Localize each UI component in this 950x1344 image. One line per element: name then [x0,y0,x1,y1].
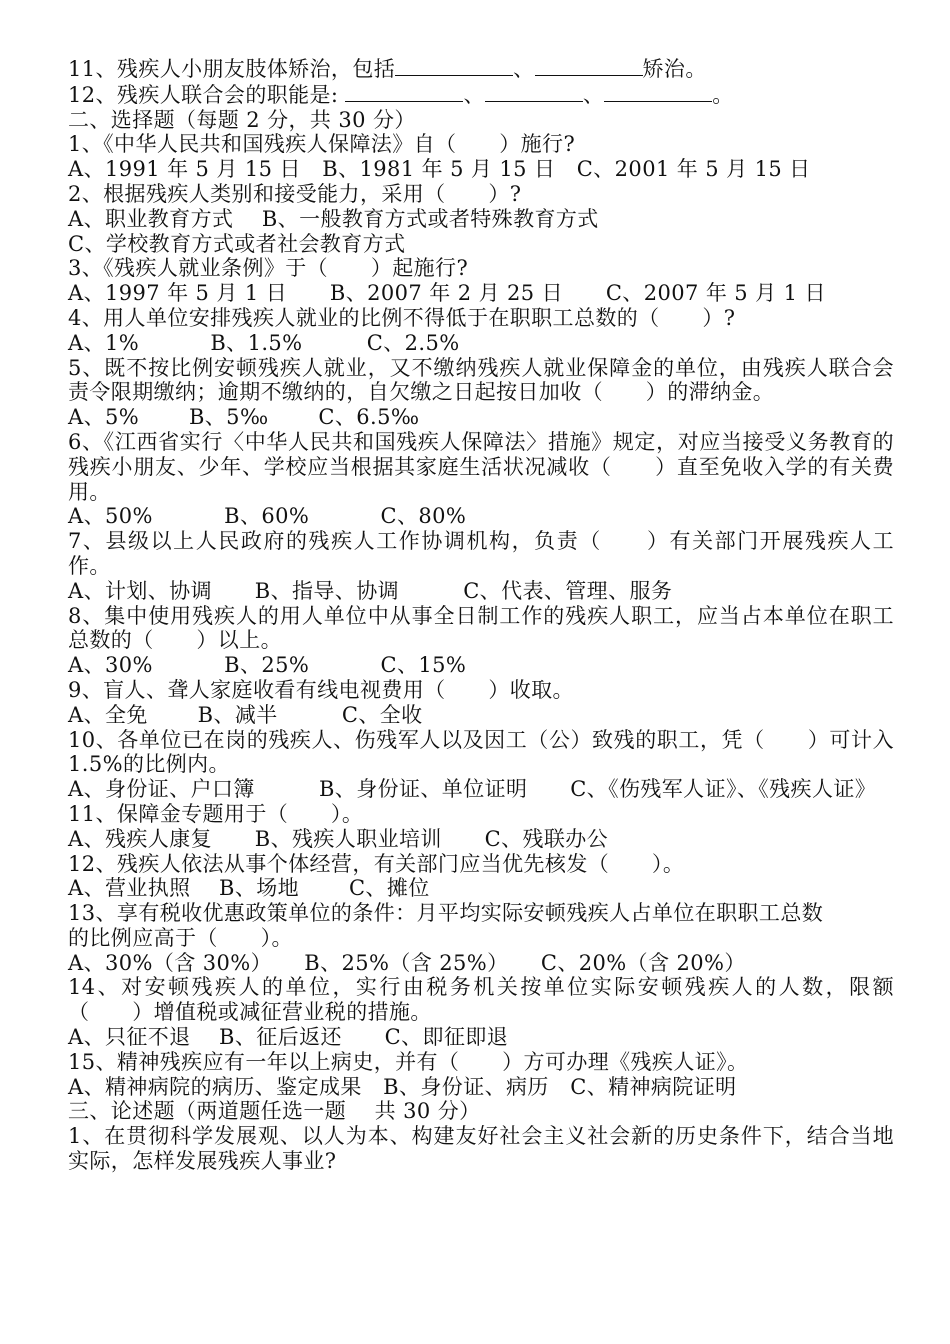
blank-separator: 、 [513,57,535,81]
question-text: 2、根据残疾人类别和接受能力，采用（ ）? [68,181,522,206]
question-options: A、50% B、60% C、80% [68,504,467,529]
question-options: A、计划、协调 B、指导、协调 C、代表、管理、服务 [68,578,673,603]
question-3 [68,256,894,306]
question-6 [68,430,894,529]
question-text: 3、《残疾人就业条例》于（ ）起施行? [68,256,469,281]
answer-blank[interactable] [485,82,583,102]
question-text: 9、盲人、聋人家庭收看有线电视费用（ ）收取。 [68,677,574,702]
question-options: A、30%（含 30%） B、25%（含 25%） C、20%（含 20%） [68,950,746,975]
question-options: A、1% B、1.5% C、2.5% [68,330,460,355]
fill-question-11 [68,56,894,82]
question-options: A、营业执照 B、场地 C、摊位 [68,876,430,901]
blank-separator: 、 [582,82,605,107]
fill-question-12-prefix: 12、残疾人联合会的职能是: [68,82,346,107]
question-options: A、5% B、5‰ C、6.5‰ [68,405,420,430]
fill-question-11-prefix: 11、残疾人小朋友肢体矫治，包括 [68,57,396,81]
section-3-title: 三、论述题（两道题任选一题 共 30 分） [68,1099,481,1124]
fill-question-12 [68,82,894,108]
fill-question-11-suffix: 矫治。 [642,57,707,81]
question-8 [68,604,894,678]
question-options: A、1991 年 5 月 15 日 B、1981 年 5 月 15 日 C、2001 年 5 月 15 日 [68,157,811,182]
question-11 [68,802,894,852]
answer-blank[interactable] [604,82,712,102]
answer-blank[interactable] [345,82,463,102]
question-options: A、职业教育方式 B、一般教育方式或者特殊教育方式 [68,206,599,231]
question-13 [68,901,894,975]
question-text: 1、《中华人民共和国残疾人保障法》自（ ）施行? [68,132,576,157]
question-options: A、身份证、户口簿 B、身份证、单位证明 C、《伤残军人证》、《残疾人证》 [68,777,877,802]
question-text: 11、保障金专题用于（ ）。 [68,801,364,826]
question-options: A、全免 B、减半 C、全收 [68,702,423,727]
essay-question-1: 1、在贯彻科学发展观、以人为本、构建友好社会主义社会新的历史条件下，结合当地实际，怎样发展残疾人事业? [68,1124,894,1174]
question-text: 4、用人单位安排残疾人就业的比例不得低于在职职工总数的（ ）? [68,305,736,330]
question-1 [68,132,894,182]
question-options: A、1997 年 5 月 1 日 B、2007 年 2 月 25 日 C、2007 年 5 月 1 日 [68,281,826,306]
question-options: A、残疾人康复 B、残疾人职业培训 C、残联办公 [68,826,609,851]
blank-separator: 、 [463,82,485,107]
answer-blank[interactable] [535,56,643,76]
question-14 [68,975,894,1049]
section-2-title: 二、选择题（每题 2 分，共 30 分） [68,107,416,132]
question-text: 12、残疾人依法从事个体经营，有关部门应当优先核发（ ）。 [68,851,685,876]
question-options: A、精神病院的病历、鉴定成果 B、身份证、病历 C、精神病院证明 [68,1074,737,1099]
question-text: 8、集中使用残疾人的用人单位中从事全日制工作的残疾人职工，应当占本单位在职工总数的（ ）以上。 [68,603,894,653]
question-text: 14、对安顿残疾人的单位，实行由税务机关按单位实际安顿残疾人的人数，限额（ ）增值税或减征营业税的措施。 [68,975,894,1025]
question-text: 13、享有税收优惠政策单位的条件：月平均实际安顿残疾人占单位在职职工总数 的比例应高于（ ）。 [68,901,824,950]
question-text: 7、县级以上人民政府的残疾人工作协调机构，负责（ ）有关部门开展残疾人工作。 [68,529,894,578]
question-5 [68,356,894,430]
question-text: 5、既不按比例安顿残疾人就业，又不缴纳残疾人就业保障金的单位，由残疾人联合会责令限期缴纳；逾期不缴纳的，自欠缴之日起按日加收（ ）的滞纳金。 [68,355,894,405]
question-text: 6、《江西省实行〈中华人民共和国残疾人保障法〉措施》规定，对应当接受义务教育的残疾小朋友、少年、学校应当根据其家庭生活状况减收（ ）直至免收入学的有关费用。 [68,429,894,504]
question-4 [68,306,894,356]
answer-blank[interactable] [395,56,513,76]
question-15 [68,1050,894,1100]
question-7 [68,529,894,603]
question-text: 15、精神残疾应有一年以上病史，并有（ ）方可办理《残疾人证》。 [68,1049,749,1074]
question-text: 10、各单位已在岗的残疾人、伤残军人以及因工（公）致残的职工，凭（ ）可计入 1.5%的比例内。 [68,727,902,777]
question-9 [68,678,894,728]
question-options: C、学校教育方式或者社会教育方式 [68,231,406,256]
question-2 [68,182,894,256]
question-10 [68,727,902,802]
question-options: A、只征不退 B、征后返还 C、即征即退 [68,1025,509,1050]
question-options: A、30% B、25% C、15% [68,653,467,678]
question-12 [68,852,894,902]
fill-question-12-suffix: 。 [712,82,734,107]
